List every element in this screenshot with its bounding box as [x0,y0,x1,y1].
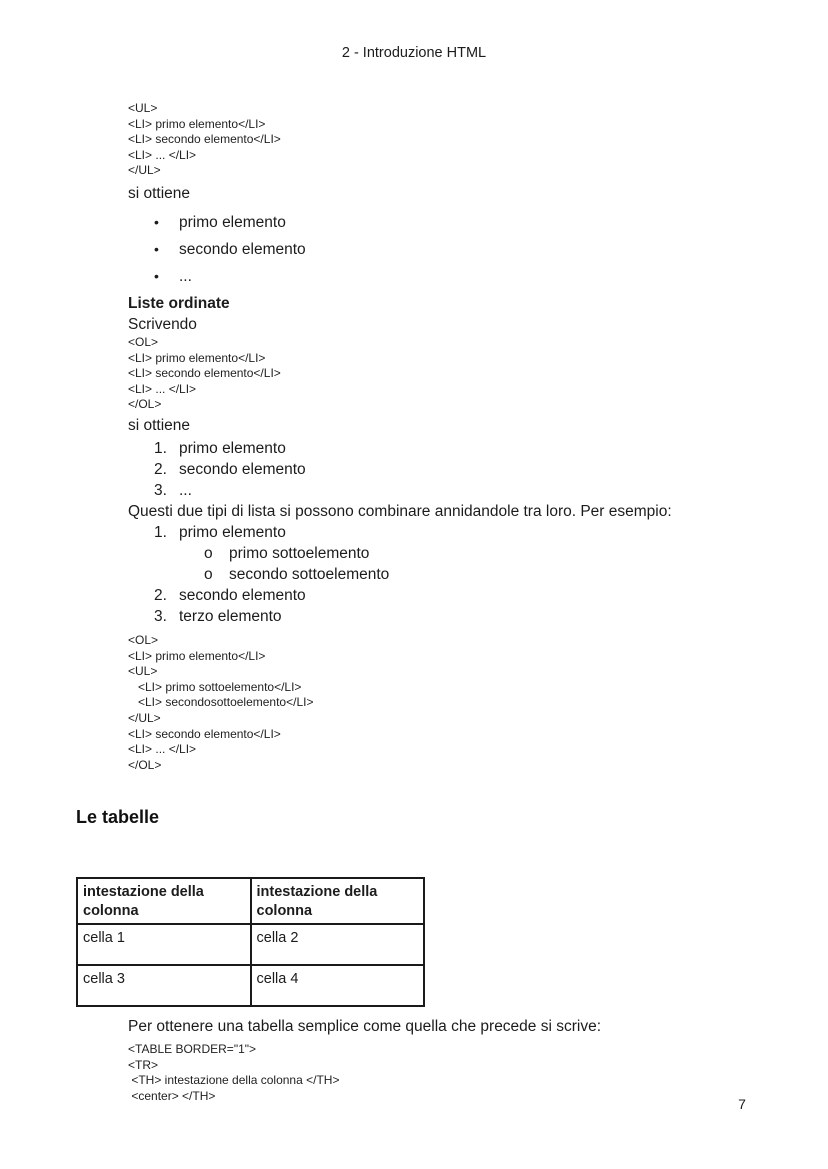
list-item-text: secondo elemento [179,460,306,478]
bullet-marker: • [154,267,159,284]
code-line: <TABLE BORDER="1"> [128,1042,257,1057]
code-line: <LI> primo elemento</LI> [128,116,266,131]
circle-marker: o [204,565,213,583]
example-table [76,877,425,1007]
rendered-numbered-list [128,438,828,501]
code-line: <TH> intestazione della colonna </TH> [128,1073,340,1088]
list-item [128,438,828,459]
list-subitem [128,564,828,585]
code-line: <OL> [128,632,159,647]
code-line: <LI> ... </LI> [128,742,197,757]
tables-heading: Le tabelle [76,807,160,828]
list-item-text: secondo sottoelemento [229,565,390,583]
code-line: <LI> ... </LI> [128,147,197,162]
list-item-text: secondo elemento [179,240,306,258]
code-line: <LI> secondosottoelemento</LI> [128,695,314,710]
code-line: <UL> [128,664,158,679]
tables-section [76,806,828,1104]
list-item [128,480,828,501]
list-item [128,585,828,606]
page-number: 7 [738,1096,746,1112]
list-item [128,459,828,480]
code-line: <LI> primo elemento</LI> [128,648,266,663]
bullet-marker: • [154,213,159,230]
code-line: <LI> ... </LI> [128,381,197,396]
table-cell: cella 4 [251,965,425,1006]
list-item-text: primo elemento [179,523,286,541]
ordered-lists-heading: Liste ordinate [128,294,230,312]
code-block-ol [128,335,828,413]
code-line: <UL> [128,101,158,115]
rendered-bullet-list [128,212,828,287]
rendered-nested-list [128,522,828,627]
number-marker: 3. [154,481,167,499]
list-item-text: primo sottoelemento [229,544,370,562]
si-ottiene-text: si ottiene [128,416,191,434]
code-line: </OL> [128,757,162,772]
table-row [77,965,424,1006]
number-marker: 1. [154,523,167,541]
list-item [128,239,828,260]
code-line: </UL> [128,163,161,178]
table-row [77,924,424,965]
list-item-text: terzo elemento [179,607,282,625]
circle-marker: o [204,544,213,562]
list-item [128,606,828,627]
list-item-text: primo elemento [179,213,286,231]
number-marker: 2. [154,460,167,478]
code-block-table [128,1042,828,1104]
number-marker: 1. [154,439,167,457]
code-line: <LI> primo sottoelemento</LI> [128,679,302,694]
bullet-marker: • [154,240,159,257]
list-item-text: ... [179,267,192,285]
combine-paragraph: Questi due tipi di lista si possono combinare annidandole tra loro. Per esempio: [128,502,672,520]
list-item [128,266,828,287]
code-line: </OL> [128,397,162,412]
code-line: <LI> secondo elemento</LI> [128,366,281,381]
table-header-cell: intestazione della colonna [77,878,251,924]
table-header-cell: intestazione della colonna [251,878,425,924]
table-header-row [77,878,424,924]
list-item-text: secondo elemento [179,586,306,604]
number-marker: 2. [154,586,167,604]
si-ottiene-text: si ottiene [128,184,191,202]
code-block-nested [128,633,828,773]
scrivendo-text: Scrivendo [128,315,197,333]
list-item-text: primo elemento [179,439,286,457]
code-line: <LI> primo elemento</LI> [128,350,266,365]
table-intro-paragraph: Per ottenere una tabella semplice come quella che precede si scrive: [128,1018,602,1036]
table-cell: cella 3 [77,965,251,1006]
number-marker: 3. [154,607,167,625]
list-item [128,212,828,233]
list-item-text: ... [179,481,192,499]
code-line: <LI> secondo elemento</LI> [128,726,281,741]
code-block-ul [128,101,828,179]
code-line: </UL> [128,710,161,725]
code-line: <center> </TH> [128,1089,216,1104]
lists-section [128,101,828,773]
list-subitem [128,543,828,564]
code-line: <OL> [128,334,159,349]
page-header-title: 2 - Introduzione HTML [341,45,487,61]
table-cell: cella 1 [77,924,251,965]
list-item [128,522,828,543]
code-line: <TR> [128,1057,159,1072]
table-cell: cella 2 [251,924,425,965]
code-line: <LI> secondo elemento</LI> [128,132,281,147]
